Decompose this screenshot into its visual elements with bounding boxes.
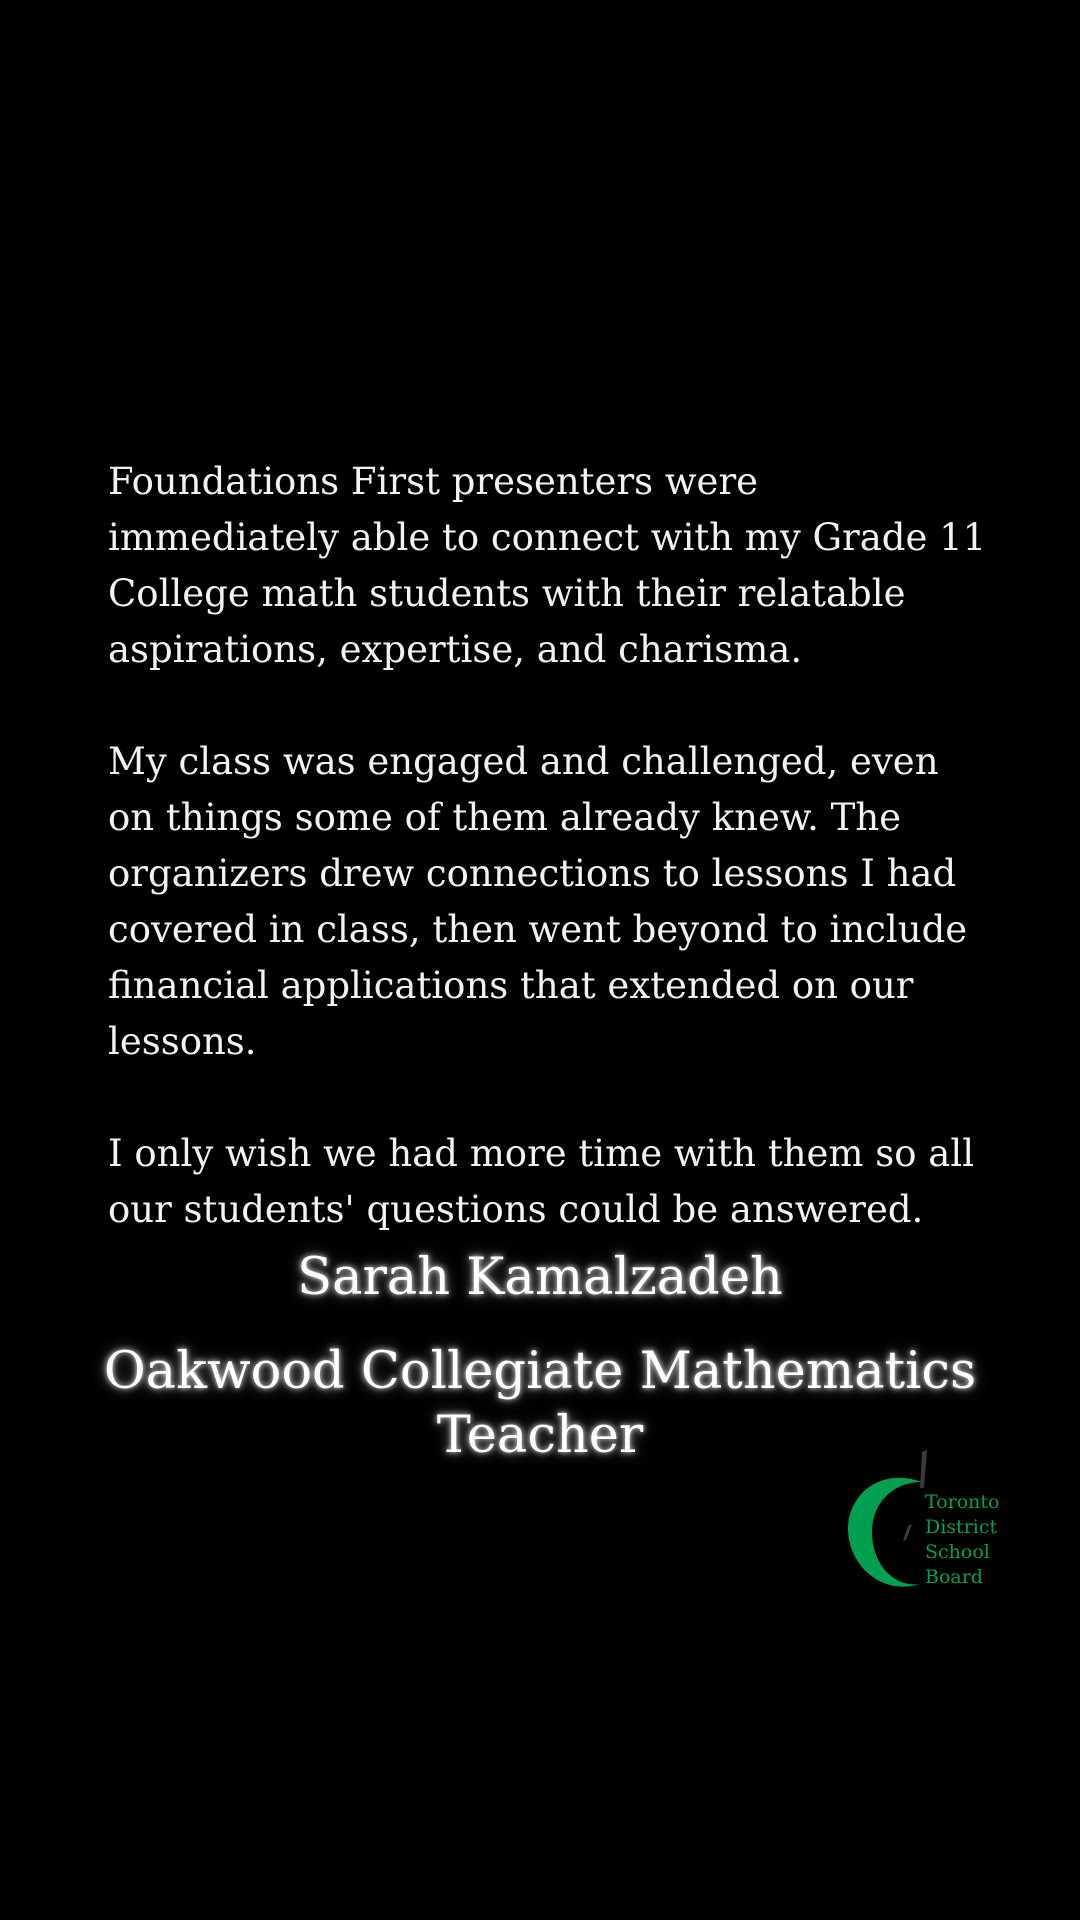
tdsb-logo [842,1448,1012,1598]
logo-line-board: Board [925,1566,983,1588]
quote-paragraph-3: I only wish we had more time with them so all our students' questions could be answered. [108,1132,975,1231]
logo-line-school: School [925,1541,990,1563]
quote-paragraph-1: Foundations First presenters were immediately able to connect with my Grade 11 College math students with their relatable aspirations, expertise, and charisma. [108,460,987,671]
logo-text [925,1490,999,1590]
apple-logo-icon [842,1448,932,1598]
logo-line-toronto: Toronto [925,1491,1000,1513]
author-title: Oakwood Collegiate Mathematics Teacher [103,1342,977,1465]
testimonial-quote [108,454,988,1238]
quote-paragraph-2: My class was engaged and challenged, even on things some of them already knew. The organizers drew connections to lessons I had covered in class, then went beyond to include financial applications that extended on our lessons. [108,740,968,1063]
logo-line-district: District [925,1516,998,1538]
author-name: Sarah Kamalzadeh [297,1248,783,1307]
